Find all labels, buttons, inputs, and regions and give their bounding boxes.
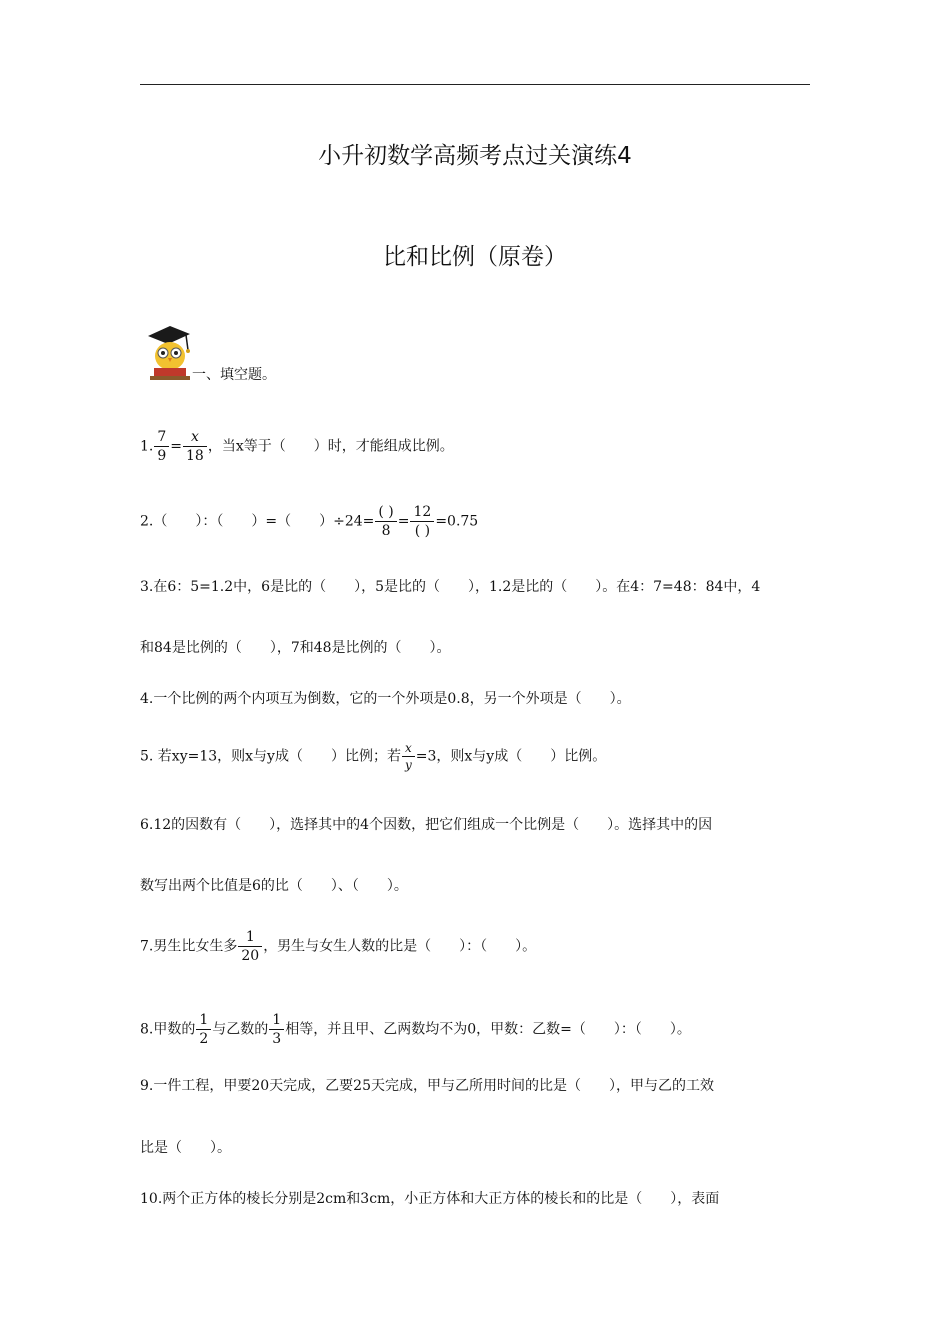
q7-text: ，男生与女生人数的比是（ ）：（ ）。: [263, 938, 537, 955]
question-2: 2.（ ）：（ ）=（ ）÷24= $\frac{( )}{8}$ = $\frac{12}{( )}$ =0.75: [140, 504, 479, 539]
question-9-line-1: 9.一件工程，甲要20天完成，乙要25天完成，甲与乙所用时间的比是（ ），甲与乙的工效: [140, 1078, 714, 1094]
q1-text: ，当x等于（ ）时，才能组成比例。: [207, 438, 454, 455]
q8-prefix: 8.甲数的: [140, 1021, 196, 1038]
q2-text: =0.75: [435, 513, 479, 530]
q1-fraction-1: $\frac{7}{9}$: [154, 428, 169, 465]
q2-fraction-1: $\frac{( )}{8}$: [375, 503, 396, 540]
question-4: 4.一个比例的两个内项互为倒数，它的一个外项是0.8，另一个外项是（ ）。: [140, 691, 631, 707]
graduation-owl-icon: [140, 322, 196, 382]
header-rule: [140, 84, 810, 85]
document-subtitle: 比和比例（原卷）: [383, 244, 567, 270]
q7-prefix: 7.男生比女生多: [140, 938, 238, 955]
q2-fraction-2: $\frac{12}{( )}$: [410, 503, 434, 540]
document-title: 小升初数学高频考点过关演练4: [318, 143, 632, 169]
q5-prefix: 5. 若xy=13，则x与y成（ ）比例；若: [140, 748, 401, 765]
question-7: [140, 928, 536, 965]
question-5: [140, 740, 606, 773]
q5-text: =3，则x与y成（ ）比例。: [415, 748, 607, 765]
question-3-line-1: 3.在6：5=1.2中，6是比的（ ），5是比的（ ），1.2是比的（ ）。在4：7=48：84中，4: [140, 579, 761, 595]
question-6-line-2: 数写出两个比值是6的比（ ）、（ ）。: [140, 878, 408, 894]
q8-text: 相等，并且甲、乙两数均不为0，甲数：乙数=（ ）：（ ）。: [285, 1021, 691, 1038]
question-6-line-1: 6.12的因数有（ ），选择其中的4个因数，把它们组成一个比例是（ ）。选择其中的因: [140, 817, 713, 833]
q8-fraction-1: $\frac{1}{2}$: [196, 1011, 211, 1048]
question-1: 1. $\frac{7}{9}$ = $\frac{x}{18}$ ，当x等于（ ）时，才能组成比例。: [140, 429, 454, 464]
q1-fraction-2: $\frac{x}{18}$: [183, 428, 207, 465]
q5-fraction: $\frac{x}{y}$: [402, 740, 415, 773]
question-10-line-1: 10.两个正方体的棱长分别是2cm和3cm，小正方体和大正方体的棱长和的比是（ ），表面: [140, 1191, 720, 1207]
section-label: 一、填空题。: [192, 367, 276, 383]
q2-prefix: 2.（ ）：（ ）=（ ）÷24=: [140, 513, 375, 530]
question-9-line-2: 比是（ ）。: [140, 1140, 231, 1156]
question-8: 8.甲数的 $\frac{1}{2}$ 与乙数的 $\frac{1}{3}$ 相等，并且甲、乙两数均不为0，甲数：乙数=（ ）：（ ）。: [140, 1012, 691, 1047]
q7-fraction: $\frac{1}{20}$: [238, 928, 262, 965]
question-3-line-2: 和84是比例的（ ），7和48是比例的（ ）。: [140, 640, 451, 656]
q1-prefix: 1.: [140, 438, 154, 455]
q8-fraction-2: $\frac{1}{3}$: [269, 1011, 284, 1048]
